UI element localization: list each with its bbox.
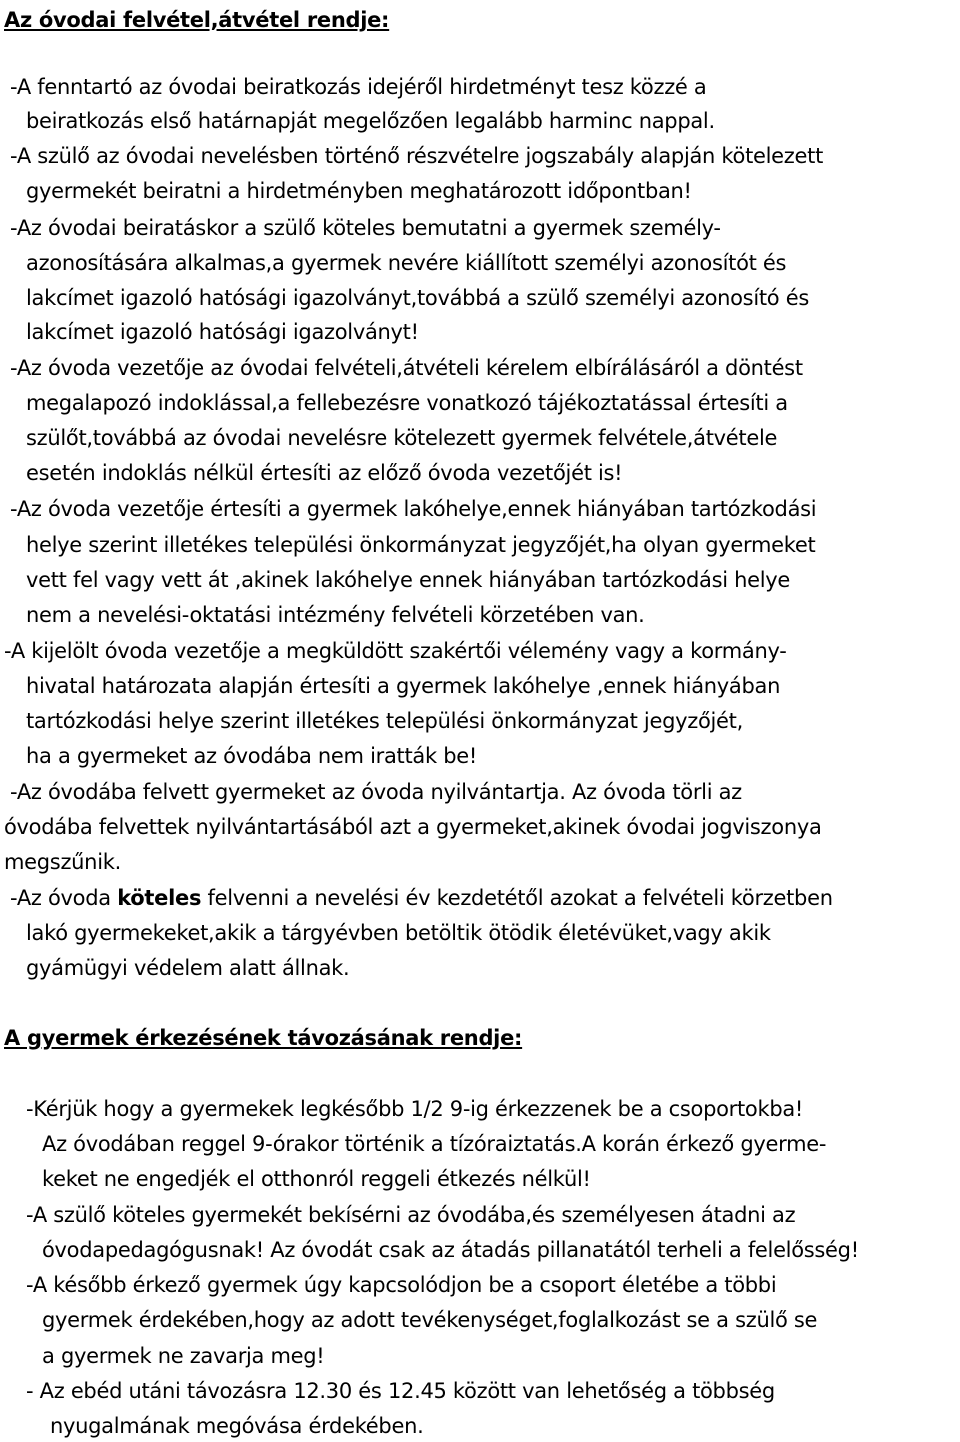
text-line: gyámügyi védelem alatt állnak. [26,956,350,980]
text-line: a gyermek ne zavarja meg! [42,1344,325,1368]
text-line: vett fel vagy vett át ,akinek lakóhelye ennek hiányában tartózkodási helye [26,568,791,592]
text-line: -A szülő köteles gyermekét bekísérni az óvodába,és személyesen átadni az [26,1203,796,1227]
text-line: tartózkodási helye szerint illetékes települési önkormányzat jegyzőjét, [26,709,743,733]
text-line: -Az óvoda vezetője értesíti a gyermek lakóhelye,ennek hiányában tartózkodási [10,497,817,521]
text-line: -A később érkező gyermek úgy kapcsolódjon be a csoport életébe a többi [26,1273,777,1297]
text-line: -Az óvodába felvett gyermeket az óvoda nyilvántartja. Az óvoda törli az [10,780,742,804]
text-line: nem a nevelési-oktatási intézmény felvételi körzetében van. [26,603,645,627]
text-line: óvodába felvettek nyilvántartásából azt a gyermeket,akinek óvodai jogviszonya [4,815,822,839]
text-line: esetén indoklás nélkül értesíti az előző óvoda vezetőjét is! [26,461,623,485]
text-line: - Az ebéd utáni távozásra 12.30 és 12.45 között van lehetőség a többség [26,1379,775,1403]
text-line: gyermek érdekében,hogy az adott tevékenységet,foglalkozást se a szülő se [42,1308,818,1332]
text-line: -A kijelölt óvoda vezetője a megküldött szakértői vélemény vagy a kormány- [4,639,787,663]
bold-word: köteles [117,886,202,910]
text-line: gyermekét beiratni a hirdetményben meghatározott időpontban! [26,179,692,203]
text-line: -Kérjük hogy a gyermekek legkésőbb 1/2 9-ig érkezzenek be a csoportokba! [26,1097,804,1121]
text-line: megszűnik. [4,850,121,874]
text-line: -Az óvoda vezetője az óvodai felvételi,átvételi kérelem elbírálásáról a döntést [10,356,803,380]
section-heading-admission: Az óvodai felvétel,átvétel rendje: [4,8,390,32]
text-line: megalapozó indoklással,a fellebezésre vonatkozó tájékoztatással értesíti a [26,391,788,415]
text-line: hivatal határozata alapján értesíti a gyermek lakóhelye ,ennek hiányában [26,674,781,698]
text-line: nyugalmának megóvása érdekében. [50,1414,424,1438]
text-line: ha a gyermeket az óvodába nem iratták be! [26,744,477,768]
text-line: Az óvodában reggel 9-órakor történik a tízóraiztatás.A korán érkező gyerme- [42,1132,827,1156]
text-line: szülőt,továbbá az óvodai nevelésre kötelezett gyermek felvétele,átvétele [26,426,778,450]
text-line: lakcímet igazoló hatósági igazolványt! [26,320,419,344]
text-line: -A fenntartó az óvodai beiratkozás idejéről hirdetményt tesz közzé a [10,75,707,99]
text-segment: felvenni a nevelési év kezdetétől azokat a felvételi körzetben [201,886,833,910]
text-line: -A szülő az óvodai nevelésben történő részvételre jogszabály alapján kötelezett [10,144,824,168]
section-heading-arrival: A gyermek érkezésének távozásának rendje: [4,1026,523,1050]
text-segment: -Az óvoda [10,886,118,910]
text-line: óvodapedagógusnak! Az óvodát csak az átadás pillanatától terheli a felelősség! [42,1238,859,1262]
text-line: lakó gyermekeket,akik a tárgyévben betöltik ötödik életévüket,vagy akik [26,921,771,945]
text-line: azonosítására alkalmas,a gyermek nevére kiállított személyi azonosítót és [26,251,787,275]
text-line: beiratkozás első határnapját megelőzően legalább harminc nappal. [26,109,715,133]
text-line: keket ne engedjék el otthonról reggeli étkezés nélkül! [42,1167,591,1191]
text-line-with-bold [10,885,833,911]
text-line: lakcímet igazoló hatósági igazolványt,továbbá a szülő személyi azonosító és [26,286,809,310]
text-line: -Az óvodai beiratáskor a szülő köteles bemutatni a gyermek személy- [10,216,721,240]
text-line: helye szerint illetékes települési önkormányzat jegyzőjét,ha olyan gyermeket [26,533,816,557]
